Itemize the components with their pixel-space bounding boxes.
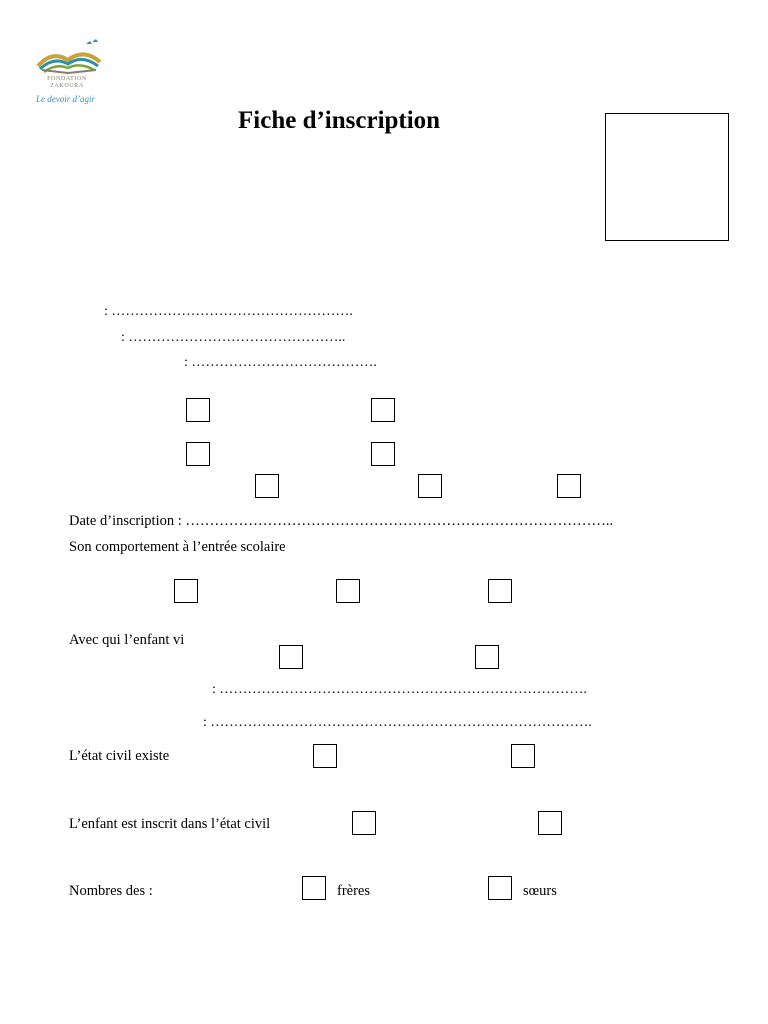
logo-line2: ZAKOURA [50, 83, 84, 89]
checkbox[interactable] [475, 645, 499, 669]
avec-qui-label: Avec qui l’enfant vi [69, 632, 185, 648]
book-birds-logo-icon [34, 36, 104, 76]
checkbox[interactable] [371, 442, 395, 466]
field-line-3: : …………………………………. [184, 355, 377, 370]
inscrit-etat-civil-label: L’enfant est inscrit dans l’état civil [69, 816, 271, 832]
etat-civil-existe-label: L’état civil existe [69, 748, 170, 764]
checkbox[interactable] [352, 811, 376, 835]
field-line-1: : ……………………………………………. [104, 304, 353, 319]
checkbox[interactable] [371, 398, 395, 422]
soeurs-label: sœurs [523, 883, 557, 899]
field-line-2: : ……………………………………….. [121, 330, 346, 345]
checkbox[interactable] [186, 442, 210, 466]
page-title: Fiche d’inscription [238, 107, 441, 134]
logo-slogan: Le devoir d’agir [36, 94, 95, 104]
checkbox[interactable] [336, 579, 360, 603]
checkbox[interactable] [557, 474, 581, 498]
checkbox[interactable] [511, 744, 535, 768]
checkbox[interactable] [418, 474, 442, 498]
field-line-5: : ………………………………………………………………………. [203, 715, 592, 730]
fondation-logo [34, 36, 112, 108]
date-inscription-field: Date d’inscription : …………………………………………………………………………….. [69, 513, 614, 529]
checkbox[interactable] [488, 579, 512, 603]
comportement-label: Son comportement à l’entrée scolaire [69, 539, 286, 555]
nombres-des-label: Nombres des : [69, 883, 153, 899]
freres-count-box[interactable] [302, 876, 326, 900]
field-line-4: : ……………………………………………………………………. [212, 682, 587, 697]
freres-label: frères [337, 883, 371, 899]
checkbox[interactable] [313, 744, 337, 768]
photo-box [605, 113, 729, 241]
checkbox[interactable] [279, 645, 303, 669]
checkbox[interactable] [255, 474, 279, 498]
checkbox[interactable] [186, 398, 210, 422]
checkbox[interactable] [174, 579, 198, 603]
checkbox[interactable] [538, 811, 562, 835]
soeurs-count-box[interactable] [488, 876, 512, 900]
logo-line1: FONDATION [47, 76, 87, 82]
